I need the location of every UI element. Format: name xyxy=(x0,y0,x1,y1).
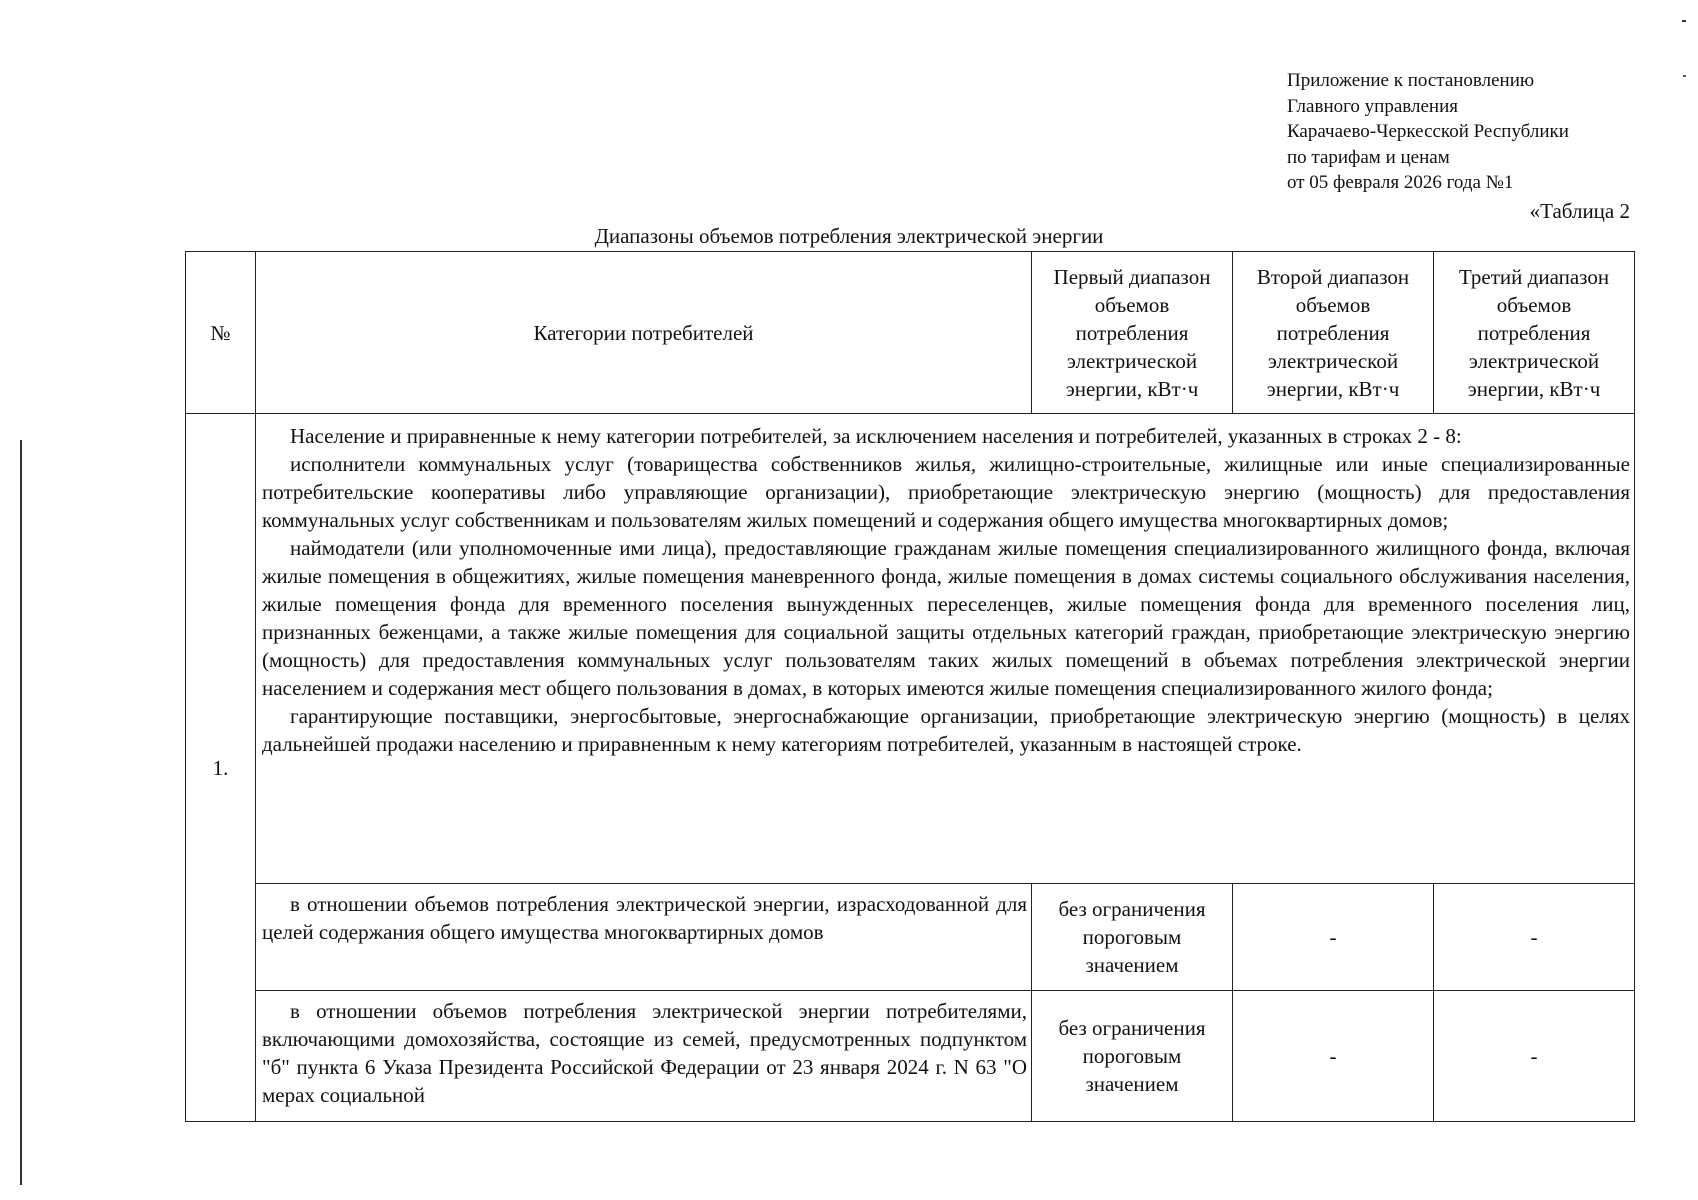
cell-text-line: без ограничения xyxy=(1058,897,1206,921)
subcategory-text xyxy=(256,884,1032,991)
cell-text-line: пороговым xyxy=(1082,1044,1182,1068)
approval-header xyxy=(1287,68,1569,196)
category-paragraph: гарантирующие поставщики, энергосбытовые, энергоснабжающие организации, приобретающие электрическую энергию (мощность) в целях дальнейшей продажи населению и приравненным к нему категориям потребителей, указанным в настоящей строке. xyxy=(262,704,1630,756)
column-header-number: № xyxy=(186,252,256,414)
subcategory-text xyxy=(256,991,1032,1122)
header-line: от 05 февраля 2026 года №1 xyxy=(1287,172,1514,193)
header-text-line: объемов xyxy=(1295,292,1371,317)
range3-cell: - xyxy=(1434,991,1635,1122)
scan-mark xyxy=(1682,20,1686,22)
category-paragraph: исполнители коммунальных услуг (товарищества собственников жилья, жилищно-строительные, жилищные или иные специализированные потребительские кооперативы либо управляющие организации), приобретающие электрическую энергию (мощность) для предоставления коммунальных услуг собственникам и пользователям жилых помещений и содержания общего имущества многоквартирных домов; xyxy=(262,452,1630,532)
subcategory-paragraph: в отношении объемов потребления электрической энергии потребителями, включающими домохозяйства, состоящие из семей, предусмотренных подпунктом "б" пункта 6 Указа Президента Российской Федерации от 23 января 2024 г. N 63 "О мерах социальной xyxy=(262,999,1027,1107)
header-line: Главного управления xyxy=(1287,95,1458,117)
header-line: Приложение к постановлению xyxy=(1287,70,1535,91)
cell-text-line: пороговым xyxy=(1082,925,1182,949)
column-header-range3 xyxy=(1434,252,1635,414)
header-text-line: Первый диапазон xyxy=(1053,264,1211,289)
header-line: по тарифам и ценам xyxy=(1287,146,1450,168)
cell-text-line: значением xyxy=(1085,1072,1179,1096)
table-reference: «Таблица 2 xyxy=(1529,199,1630,223)
header-text-line: электрической xyxy=(1267,348,1399,373)
range1-cell xyxy=(1032,991,1233,1122)
category-description xyxy=(256,414,1635,884)
range1-cell xyxy=(1032,884,1233,991)
table-row xyxy=(186,884,1635,991)
category-paragraph: наймодатели (или уполномоченные ими лица), предоставляющие гражданам жилые помещения специализированного жилищного фонда, включая жилые помещения в общежитиях, жилые помещения маневренного фонда, жилые помещения в домах системы социального обслуживания населения, жилые помещения фонда для временного поселения вынужденных переселенцев, жилые помещения фонда для временного поселения лиц, признанных беженцами, а также жилые помещения для социальной защиты отдельных категорий граждан, приобретающие электрическую энергию (мощность) для предоставления коммунальных услуг пользователям таких жилых помещений в объемах потребления электрической энергии населением и содержания мест общего пользования в домах, в которых имеются жилые помещения специализированного жилого фонда; xyxy=(262,536,1630,700)
category-paragraph: Население и приравненные к нему категории потребителей, за исключением населения и потребителей, указанных в строках 2 - 8: xyxy=(290,424,1462,448)
row-number: 1. xyxy=(186,414,256,1122)
subcategory-paragraph: в отношении объемов потребления электрической энергии, израсходованной для целей содержания общего имущества многоквартирных домов xyxy=(262,892,1027,944)
cell-text-line: без ограничения xyxy=(1058,1016,1206,1040)
header-text-line: энергии, кВт·ч xyxy=(1467,376,1601,401)
column-header-range2 xyxy=(1233,252,1434,414)
header-text-line: электрической xyxy=(1066,348,1198,373)
header-text-line: энергии, кВт·ч xyxy=(1065,376,1199,401)
column-header-range1 xyxy=(1032,252,1233,414)
header-text-line: потребления xyxy=(1276,320,1390,345)
scan-margin-line xyxy=(20,440,22,1185)
header-text-line: потребления xyxy=(1477,320,1591,345)
header-text-line: Третий диапазон xyxy=(1458,264,1610,289)
header-text-line: электрической xyxy=(1468,348,1600,373)
header-text-line: энергии, кВт·ч xyxy=(1266,376,1400,401)
header-line: Карачаево-Черкесской Республики xyxy=(1287,121,1569,142)
ranges-table xyxy=(185,251,1635,1122)
cell-text-line: значением xyxy=(1085,953,1179,977)
table-row xyxy=(186,414,1635,884)
range2-cell: - xyxy=(1233,991,1434,1122)
header-text-line: объемов xyxy=(1496,292,1572,317)
range2-cell: - xyxy=(1233,884,1434,991)
document-title: Диапазоны объемов потребления электрической энергии xyxy=(594,224,1104,248)
table-header-row xyxy=(186,252,1635,414)
header-text-line: потребления xyxy=(1075,320,1189,345)
header-text-line: Второй диапазон xyxy=(1256,264,1410,289)
table-row xyxy=(186,991,1635,1122)
scan-mark xyxy=(1683,75,1686,77)
header-text-line: объемов xyxy=(1094,292,1170,317)
range3-cell: - xyxy=(1434,884,1635,991)
column-header-category: Категории потребителей xyxy=(256,252,1032,414)
